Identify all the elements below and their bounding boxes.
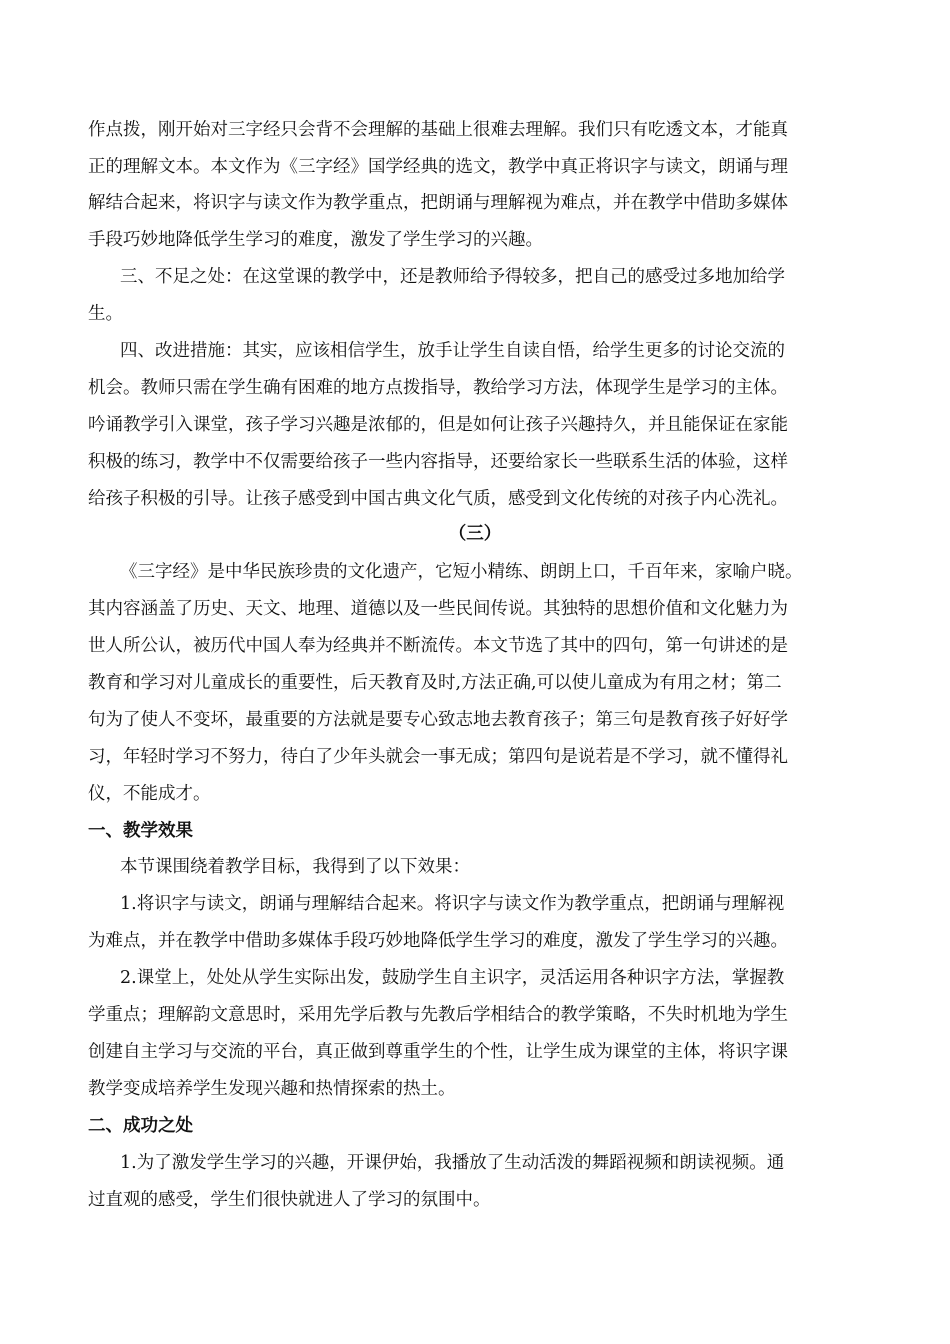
list-item-line: 为难点，并在教学中借助多媒体手段巧妙地降低学生学习的难度，激发了学生学习的兴趣。 <box>88 931 788 951</box>
paragraph-line: 其内容涵盖了历史、天文、地理、道德以及一些民间传说。其独特的思想价值和文化魅力为 <box>88 599 788 619</box>
list-item-line: 教学变成培养学生发现兴趣和热情探索的热土。 <box>88 1079 456 1099</box>
paragraph-line: 习，年轻时学习不努力，待白了少年头就会一事无成；第四句是说若是不学习，就不懂得礼 <box>88 747 788 767</box>
paragraph-line: 机会。教师只需在学生确有困难的地方点拨指导，教给学习方法，体现学生是学习的主体。 <box>88 378 788 398</box>
paragraph-line: 《三字经》是中华民族珍贵的文化遗产，它短小精练、朗朗上口，千百年来，家喻户晓。 <box>120 562 803 582</box>
paragraph-line: 仪，不能成才。 <box>88 784 211 804</box>
paragraph-line: 作点拨，刚开始对三字经只会背不会理解的基础上很难去理解。我们只有吃透文本，才能真 <box>88 120 788 140</box>
paragraph-line: 本节课围绕着教学目标，我得到了以下效果： <box>120 857 470 877</box>
list-item-line: 过直观的感受，学生们很快就进人了学习的氛围中。 <box>88 1190 491 1210</box>
list-item-line: 2.课堂上，处处从学生实际出发，鼓励学生自主识字，灵活运用各种识字方法，掌握教 <box>120 968 785 988</box>
paragraph-line: 吟诵教学引入课堂，孩子学习兴趣是浓郁的，但是如何让孩子兴趣持久，并且能保证在家能 <box>88 415 788 435</box>
paragraph-line: 正的理解文本。本文作为《三字经》国学经典的选文，教学中真正将识字与读文，朗诵与理 <box>88 157 788 177</box>
section-heading-effects: 一、教学效果 <box>88 821 193 841</box>
paragraph-line: 教育和学习对儿童成长的重要性，后天教育及时,方法正确,可以使儿童成为有用之材；第二 <box>88 673 782 693</box>
list-item-line: 学重点；理解韵文意思时，采用先学后教与先教后学相结合的教学策略，不失时机地为学生 <box>88 1005 788 1025</box>
paragraph-line: 四、改进措施：其实，应该相信学生，放手让学生自读自悟，给学生更多的讨论交流的 <box>120 341 785 361</box>
list-item-line: 1.将识字与读文，朗诵与理解结合起来。将识字与读文作为教学重点，把朗诵与理解视 <box>120 894 785 914</box>
paragraph-line: 生。 <box>88 304 123 324</box>
paragraph-line: 积极的练习，教学中不仅需要给孩子一些内容指导，还要给家长一些联系生活的体验，这样 <box>88 452 788 472</box>
paragraph-line: 世人所公认，被历代中国人奉为经典并不断流传。本文节选了其中的四句，第一句讲述的是 <box>88 636 788 656</box>
list-item-line: 创建自主学习与交流的平台，真正做到尊重学生的个性，让学生成为课堂的主体，将识字课 <box>88 1042 788 1062</box>
list-item-line: 1.为了激发学生学习的兴趣，开课伊始，我播放了生动活泼的舞蹈视频和朗读视频。通 <box>120 1153 785 1173</box>
part-title: （三） <box>448 524 502 544</box>
paragraph-line: 给孩子积极的引导。让孩子感受到中国古典文化气质，感受到文化传统的对孩子内心洗礼。 <box>88 489 788 509</box>
paragraph-line: 解结合起来，将识字与读文作为教学重点，把朗诵与理解视为难点，并在教学中借助多媒体 <box>88 193 788 213</box>
paragraph-line: 手段巧妙地降低学生学习的难度，激发了学生学习的兴趣。 <box>88 230 543 250</box>
paragraph-line: 三、不足之处：在这堂课的教学中，还是教师给予得较多，把自己的感受过多地加给学 <box>120 267 785 287</box>
paragraph-line: 句为了使人不变坏，最重要的方法就是要专心致志地去教育孩子；第三句是教育孩子好好学 <box>88 710 788 730</box>
section-heading-success: 二、成功之处 <box>88 1116 193 1136</box>
